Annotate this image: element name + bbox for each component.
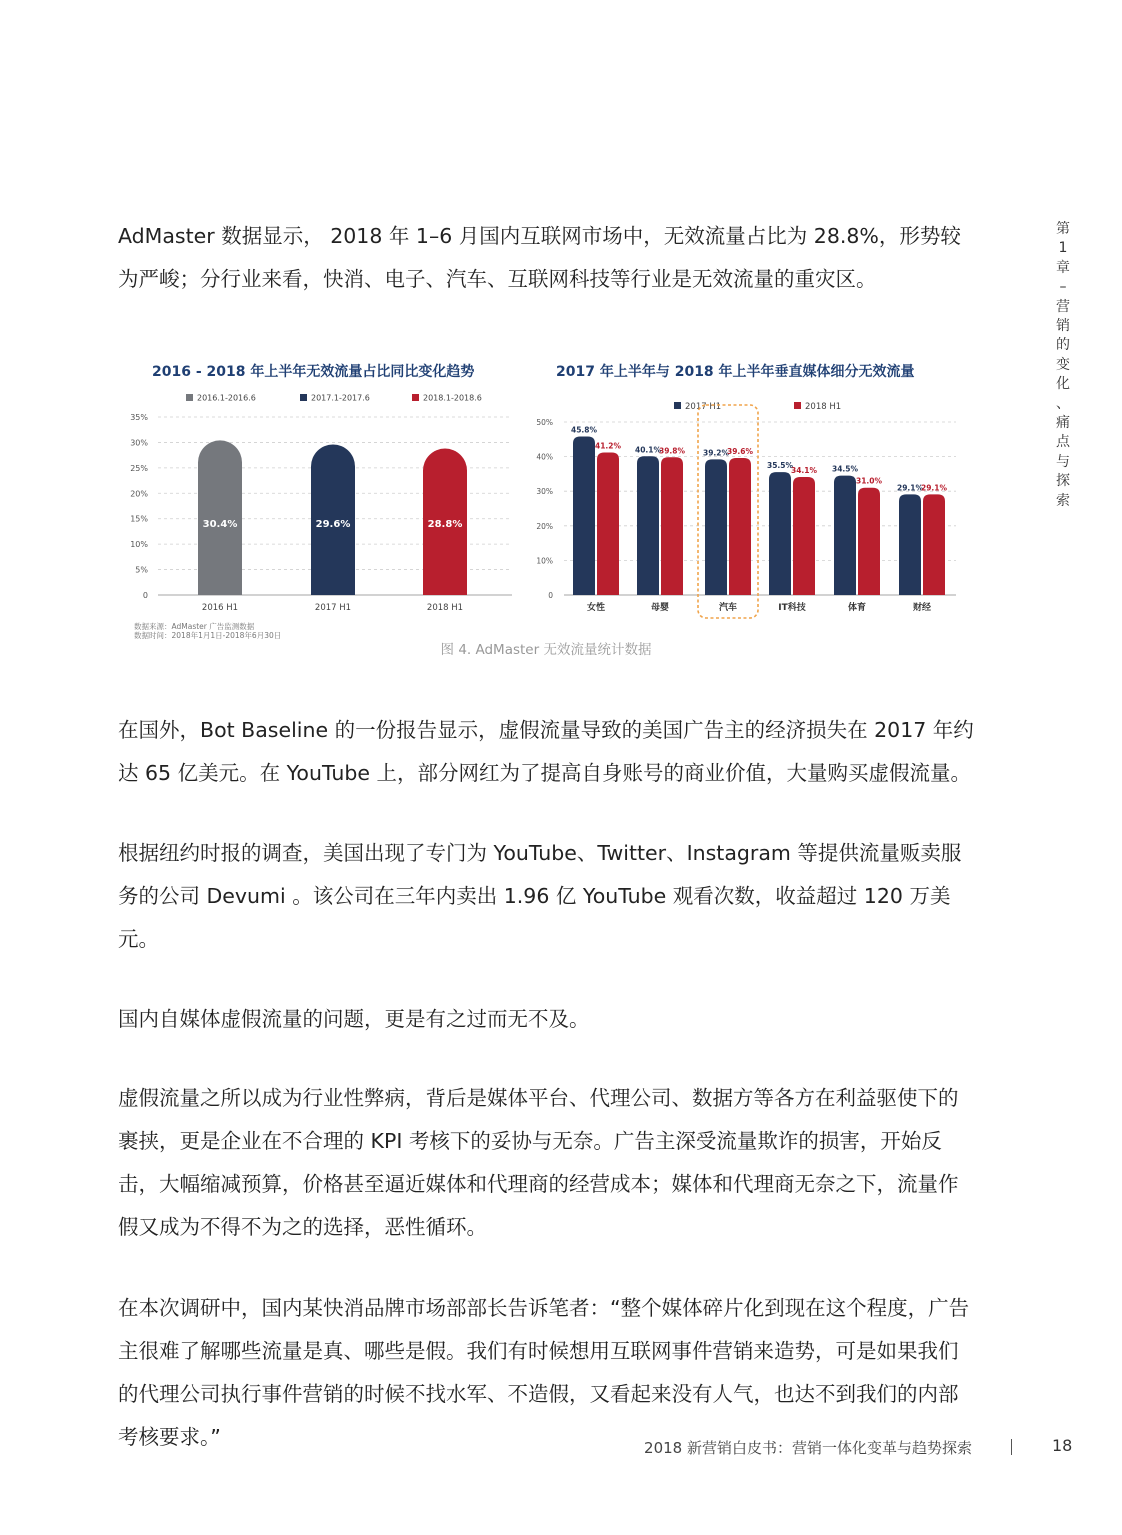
chapter-char: 销 [1056, 318, 1070, 335]
chapter-side-label [1052, 220, 1074, 511]
chart-2-vertical-media-invalid-traffic [526, 392, 956, 632]
bar-value-label: 29.6% [315, 519, 351, 530]
x-tick-label: 财经 [912, 603, 932, 613]
x-tick-label: IT科技 [778, 603, 806, 613]
y-tick-label: 40% [536, 452, 553, 462]
chart-1-title: 2016 - 2018 年上半年无效流量占比同比变化趋势 [152, 364, 475, 380]
bar-value-label: 28.8% [427, 519, 463, 530]
x-tick-label: 母婴 [650, 603, 670, 613]
chapter-char: 、 [1056, 395, 1070, 412]
legend-label: 2018 H1 [805, 402, 842, 412]
y-tick-label: 30% [130, 438, 148, 448]
legend-label: 2018.1-2018.6 [423, 393, 482, 403]
bar [637, 456, 659, 595]
y-tick-label: 0 [142, 591, 148, 600]
y-tick-label: 35% [130, 413, 148, 422]
x-tick-label: 女性 [586, 603, 606, 613]
bar-value-label: 35.5% [766, 461, 794, 471]
y-tick-label: 0 [548, 591, 553, 600]
bar [597, 452, 619, 595]
chapter-char: 变 [1056, 356, 1070, 373]
footer-divider [1011, 1439, 1012, 1455]
chapter-char: 第 [1056, 221, 1070, 237]
y-tick-label: 10% [536, 556, 553, 566]
bar-value-label: 29.1% [896, 483, 924, 493]
bar [899, 494, 921, 595]
bar [661, 457, 683, 595]
chapter-char: 痛 [1056, 415, 1070, 432]
legend-label: 2017.1-2017.6 [311, 393, 370, 403]
chapter-char: 营 [1056, 298, 1070, 315]
legend-swatch [674, 402, 681, 409]
chapter-char: 探 [1056, 473, 1070, 490]
bar-value-label: 41.2% [594, 441, 622, 451]
chapter-char: 章 [1056, 259, 1070, 276]
chart-source-note: 数据来源：AdMaster 广告监测数据 [134, 622, 255, 631]
bar [729, 458, 751, 595]
legend-swatch [186, 394, 193, 401]
page-number: 18 [1052, 1436, 1073, 1455]
paragraph-devumi: 根据纽约时报的调查，美国出现了专门为 YouTube、Twitter、Instagram 等提供流量贩卖服务的公司 Devumi 。该公司在三年内卖出 1.96 亿 YouTube 观看次数，收益超过 120 万美元。 [118, 841, 962, 951]
chapter-char: 1 [1058, 240, 1068, 257]
chapter-char: 的 [1056, 337, 1070, 354]
chart-date-note: 数据时间：2018年1月1日-2018年6月30日 [134, 631, 282, 640]
bar-value-label: 29.1% [920, 483, 948, 493]
legend-swatch [412, 394, 419, 401]
bar-value-label: 31.0% [855, 476, 883, 486]
x-tick-label: 2017 H1 [314, 603, 352, 613]
bar-value-label: 40.1% [634, 445, 662, 455]
bar [769, 472, 791, 595]
y-tick-label: 5% [135, 565, 148, 575]
legend-label: 2017 H1 [685, 402, 722, 412]
chart-2-title: 2017 年上半年与 2018 年上半年垂直媒体细分无效流量 [556, 364, 915, 380]
footer-title: 2018 新营销白皮书：营销一体化变革与趋势探索 [644, 1439, 972, 1457]
figure-caption: 图 4. AdMaster 无效流量统计数据 [440, 642, 652, 658]
bar [705, 459, 727, 595]
chapter-char: 索 [1056, 492, 1070, 509]
bar [923, 494, 945, 595]
paragraph-domestic: 国内自媒体虚假流量的问题，更是有之过而无不及。 [118, 1007, 590, 1031]
bar [198, 440, 242, 595]
y-tick-label: 30% [536, 487, 553, 497]
legend-swatch [300, 394, 307, 401]
y-tick-label: 20% [536, 521, 553, 531]
y-tick-label: 25% [130, 463, 148, 473]
y-tick-label: 50% [536, 418, 553, 427]
y-tick-label: 20% [130, 489, 148, 499]
chart-1-invalid-traffic-trend [120, 385, 520, 645]
x-tick-label: 2018 H1 [426, 603, 464, 613]
chapter-char: 点 [1056, 434, 1070, 451]
bar-value-label: 39.6% [726, 446, 754, 456]
bar [858, 488, 880, 595]
bar-value-label: 39.2% [702, 448, 730, 458]
chapter-char: – [1059, 279, 1067, 296]
bar-value-label: 45.8% [570, 425, 598, 435]
bar [793, 477, 815, 595]
bar-value-label: 39.8% [658, 446, 686, 456]
x-tick-label: 体育 [847, 603, 867, 613]
chapter-char: 与 [1056, 453, 1070, 470]
legend-label: 2016.1-2016.6 [197, 393, 256, 403]
y-tick-label: 15% [130, 514, 148, 524]
legend-swatch [794, 402, 801, 409]
x-tick-label: 汽车 [718, 603, 738, 613]
bar-value-label: 34.1% [790, 466, 818, 476]
paragraph-bot-baseline: 在国外，Bot Baseline 的一份报告显示，虚假流量导致的美国广告主的经济损失在 2017 年约达 65 亿美元。在 YouTube 上，部分网红为了提高自身账号的商业价值，大量购买虚假流量。 [118, 718, 974, 785]
x-tick-label: 2016 H1 [201, 603, 239, 613]
chapter-char: 化 [1056, 376, 1070, 393]
intro-paragraph: AdMaster 数据显示， 2018 年 1–6 月国内互联网市场中，无效流量占比为 28.8%，形势较为严峻；分行业来看，快消、电子、汽车、互联网科技等行业是无效流量的重灾区。 [118, 224, 961, 291]
paragraph-quote: 在本次调研中，国内某快消品牌市场部部长告诉笔者：“整个媒体碎片化到现在这个程度，广告主很难了解哪些流量是真、哪些是假。我们有时候想用互联网事件营销来造势，可是如果我们的代理公司执行事件营销的时候不找水军、不造假，又看起来没有人气，也达不到我们的内部考核要求。” [118, 1296, 970, 1449]
bar-value-label: 30.4% [202, 519, 238, 530]
y-tick-label: 10% [130, 540, 148, 550]
paragraph-industry: 虚假流量之所以成为行业性弊病，背后是媒体平台、代理公司、数据方等各方在利益驱使下的裹挟，更是企业在不合理的 KPI 考核下的妥协与无奈。广告主深受流量欺诈的损害，开始反击，大幅缩减预算，价格甚至逼近媒体和代理商的经营成本；媒体和代理商无奈之下，流量作假又成为不得不为之的选择，恶性循环。 [118, 1086, 959, 1239]
bar-value-label: 34.5% [831, 464, 859, 474]
bar [834, 476, 856, 595]
bar [573, 437, 595, 595]
